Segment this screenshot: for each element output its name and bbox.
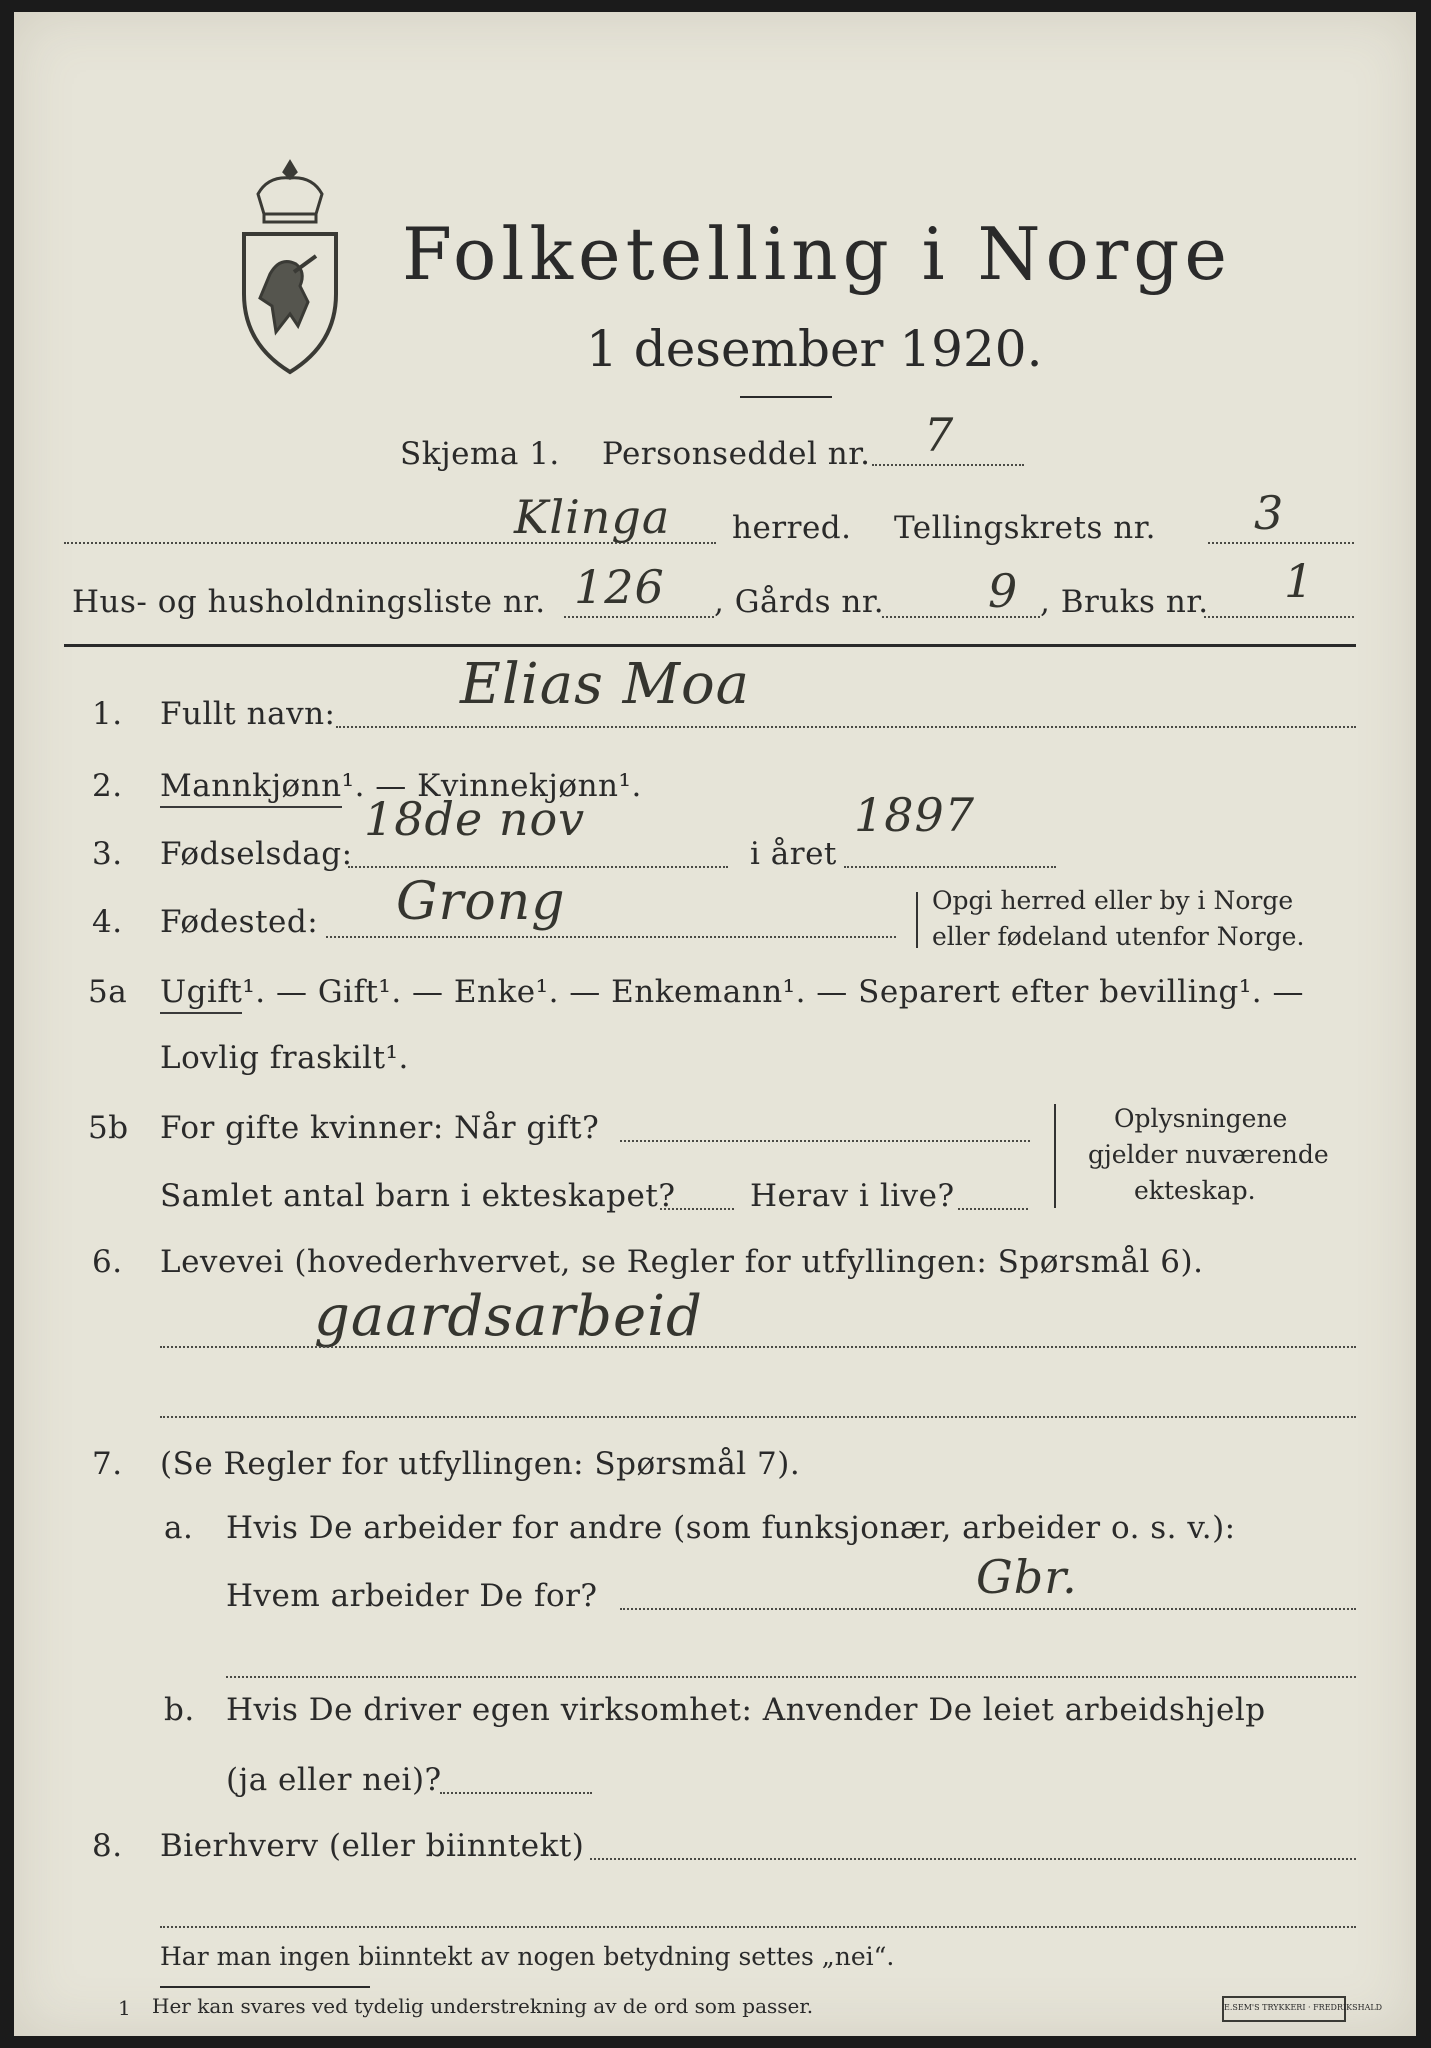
bruks-value: 1 <box>1284 554 1315 608</box>
q7-label: (Se Regler for utfyllingen: Spørsmål 7). <box>160 1446 801 1482</box>
q4-field[interactable] <box>326 936 896 938</box>
q7b-num: b. <box>164 1692 195 1728</box>
q7b-field[interactable] <box>440 1792 592 1794</box>
q5b-herav: Herav i live? <box>750 1178 955 1214</box>
bruks-label: , Bruks nr. <box>1040 584 1209 620</box>
q1-num: 1. <box>92 696 123 732</box>
q7b-line1: Hvis De driver egen virksomhet: Anvender De leiet arbeidshjelp <box>226 1692 1266 1728</box>
footnote-text: Her kan svares ved tydelig understrekning av de ord som passer. <box>152 1994 814 2018</box>
q7a-value: Gbr. <box>976 1550 1078 1604</box>
q5b-note3: ekteskap. <box>1134 1176 1256 1205</box>
q4-value: Grong <box>396 872 566 932</box>
q3-year-value: 1897 <box>854 788 976 842</box>
title-divider <box>740 396 832 398</box>
q8-label: Bierhverv (eller biinntekt) <box>160 1828 585 1864</box>
q5b-note2: gjelder nuværende <box>1088 1140 1329 1169</box>
footer-note: Har man ingen biinntekt av nogen betydning settes „nei“. <box>160 1942 895 1971</box>
q3-day-field[interactable] <box>348 866 728 868</box>
printer-stamp <box>1222 1996 1383 2022</box>
q5b-note1: Oplysningene <box>1114 1104 1288 1133</box>
q2-num: 2. <box>92 768 123 804</box>
personseddel-field[interactable] <box>872 464 1024 466</box>
skjema-label: Skjema 1. <box>400 436 560 472</box>
tellingskrets-field[interactable] <box>1208 542 1354 544</box>
form-date: 1 desember 1920. <box>586 320 1043 378</box>
q5b-num: 5b <box>88 1110 129 1146</box>
q5a-num: 5a <box>88 974 128 1010</box>
q2-sep: ¹. — <box>341 768 418 804</box>
q4-num: 4. <box>92 904 123 940</box>
q3-day-value: 18de nov <box>364 792 586 846</box>
gards-value: 9 <box>988 564 1019 618</box>
q6-value: gaardsarbeid <box>314 1284 703 1349</box>
hus-value: 126 <box>574 560 665 614</box>
hus-label: Hus- og husholdningsliste nr. <box>72 584 546 620</box>
q7b-line2: (ja eller nei)? <box>226 1762 442 1798</box>
q5a-options <box>160 974 1304 1010</box>
q1-field[interactable] <box>336 726 1356 728</box>
tellingskrets-label: Tellingskrets nr. <box>894 510 1156 546</box>
hus-field[interactable] <box>564 616 714 618</box>
personseddel-value: 7 <box>924 408 955 462</box>
q8-field[interactable] <box>590 1858 1356 1860</box>
q5b-line2: Samlet antal barn i ekteskapet? <box>160 1178 676 1214</box>
q4-note-line2: eller fødeland utenfor Norge. <box>932 922 1305 951</box>
q5b-married-field[interactable] <box>620 1140 1030 1142</box>
printer-stamp-text: E.SEM'S TRYKKERI · FREDRIKSHALD <box>1224 2003 1383 2012</box>
herred-value: Klinga <box>514 490 671 544</box>
q4-note-brace <box>916 892 918 948</box>
form-title: Folketelling i Norge <box>402 212 1232 296</box>
q5b-note-brace <box>1054 1104 1056 1208</box>
q6-label: Levevei (hovederhvervet, se Regler for utfyllingen: Spørsmål 6). <box>160 1244 1204 1280</box>
q7a-line2: Hvem arbeider De for? <box>226 1578 598 1614</box>
q3-year-label: i året <box>750 836 837 872</box>
q8-num: 8. <box>92 1828 123 1864</box>
footer-rule <box>160 1986 370 1988</box>
q6-field-2[interactable] <box>160 1416 1356 1418</box>
q5b-line1: For gifte kvinner: Når gift? <box>160 1110 600 1146</box>
q3-year-field[interactable] <box>844 866 1056 868</box>
coat-of-arms-icon <box>230 154 350 376</box>
q7a-field-2[interactable] <box>226 1676 1356 1678</box>
q7a-field[interactable] <box>620 1608 1356 1610</box>
q4-note-line1: Opgi herred eller by i Norge <box>932 886 1294 915</box>
personseddel-label: Personseddel nr. <box>602 436 871 472</box>
q6-num: 6. <box>92 1244 123 1280</box>
q5b-alive-field[interactable] <box>958 1208 1028 1210</box>
q5a-rest: ¹. — Gift¹. — Enke¹. — Enkemann¹. — Separert efter bevilling¹. — <box>242 974 1304 1010</box>
header-rule <box>64 644 1356 647</box>
q3-label: Fødselsdag: <box>160 836 353 872</box>
q3-num: 3. <box>92 836 123 872</box>
q2-female[interactable]: Kvinnekjønn <box>417 768 619 804</box>
q7a-line1: Hvis De arbeider for andre (som funksjonær, arbeider o. s. v.): <box>226 1510 1236 1546</box>
herred-label: herred. <box>732 510 852 546</box>
q8-field-2[interactable] <box>160 1926 1356 1928</box>
footnote-num: 1 <box>118 1996 131 2020</box>
q6-field-1[interactable] <box>160 1346 1356 1348</box>
gards-label: , Gårds nr. <box>714 584 885 620</box>
tellingskrets-value: 3 <box>1254 486 1285 540</box>
census-form <box>14 12 1416 2036</box>
q1-value: Elias Moa <box>460 652 751 717</box>
bruks-field[interactable] <box>1204 616 1354 618</box>
q4-label: Fødested: <box>160 904 319 940</box>
q1-label: Fullt navn: <box>160 696 336 732</box>
q2-end: ¹. <box>618 768 642 804</box>
q5b-children-field[interactable] <box>660 1208 734 1210</box>
q2-male[interactable]: Mannkjønn <box>160 768 342 808</box>
q5a-line2: Lovlig fraskilt¹. <box>160 1040 409 1076</box>
q7-num: 7. <box>92 1446 123 1482</box>
q7a-num: a. <box>164 1510 194 1546</box>
q5a-ugift[interactable]: Ugift <box>160 974 242 1014</box>
